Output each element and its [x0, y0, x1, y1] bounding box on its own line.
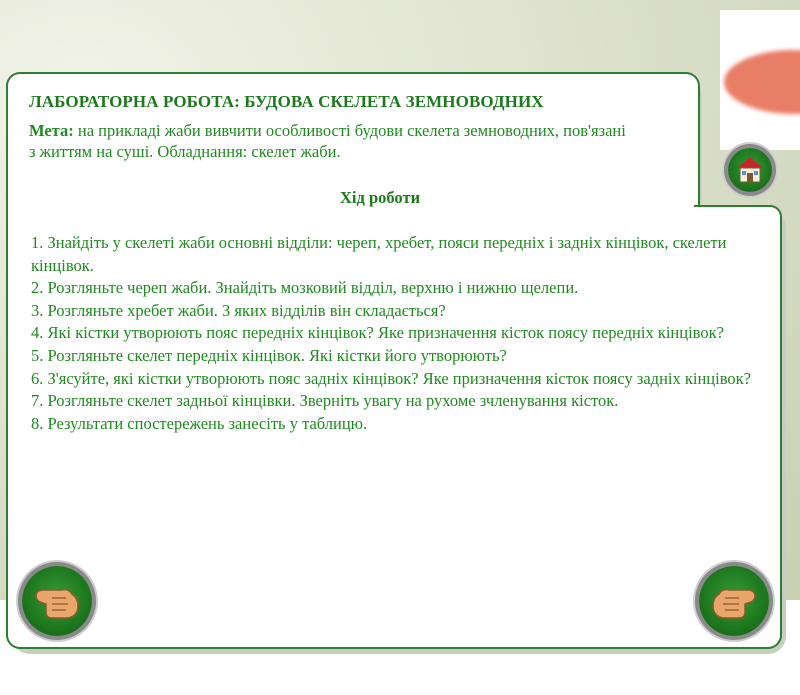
next-button[interactable] [699, 566, 769, 636]
goal-paragraph [29, 120, 679, 162]
goal-label: Мета: [29, 121, 74, 140]
page-title: ЛАБОРАТОРНА РОБОТА: БУДОВА СКЕЛЕТА ЗЕМНОВОДНИХ [29, 92, 544, 111]
step-item: 8. Результати спостережень занесіть у таблицю. [31, 413, 368, 433]
step-item: 3. Розгляньте хребет жаби. З яких відділів він складається? [31, 300, 446, 320]
hand-pointing-right-icon [699, 566, 769, 636]
hand-pointing-left-icon [22, 566, 92, 636]
goal-text-equipment: з життям на суші. Обладнання: скелет жаби. [29, 142, 341, 161]
step-item: 5. Розгляньте скелет передніх кінцівок. Які кістки його утворюють? [31, 345, 507, 365]
procedure-heading: Хід роботи [340, 188, 421, 207]
home-icon [728, 148, 772, 192]
step-item: 2. Розгляньте череп жаби. Знайдіть мозковий відділ, верхню і нижню щелепи. [31, 278, 579, 298]
home-button[interactable] [728, 148, 772, 192]
step-item: 1. Знайдіть у скелеті жаби основні відділи: череп, хребет, пояси передніх і задніх кінцівок, скелети кінцівок. [31, 233, 727, 275]
step-item: 7. Розгляньте скелет задньої кінцівки. Зверніть увагу на рухоме зчленування кісток. [31, 391, 619, 411]
step-item: 4. Які кістки утворюють пояс передніх кінцівок? Яке призначення кісток поясу передніх кінцівок? [31, 323, 724, 343]
procedure-steps [31, 232, 751, 435]
step-item: 6. З'ясуйте, які кістки утворюють пояс задніх кінцівок? Яке призначення кісток поясу задніх кінцівок? [31, 368, 751, 388]
thumbnail-blob [724, 50, 800, 114]
previous-button[interactable] [22, 566, 92, 636]
goal-text: на прикладі жаби вивчити особливості будови скелета земноводних, пов'язані [77, 121, 626, 140]
card-border-step [694, 205, 772, 207]
thumbnail-image [720, 10, 800, 150]
